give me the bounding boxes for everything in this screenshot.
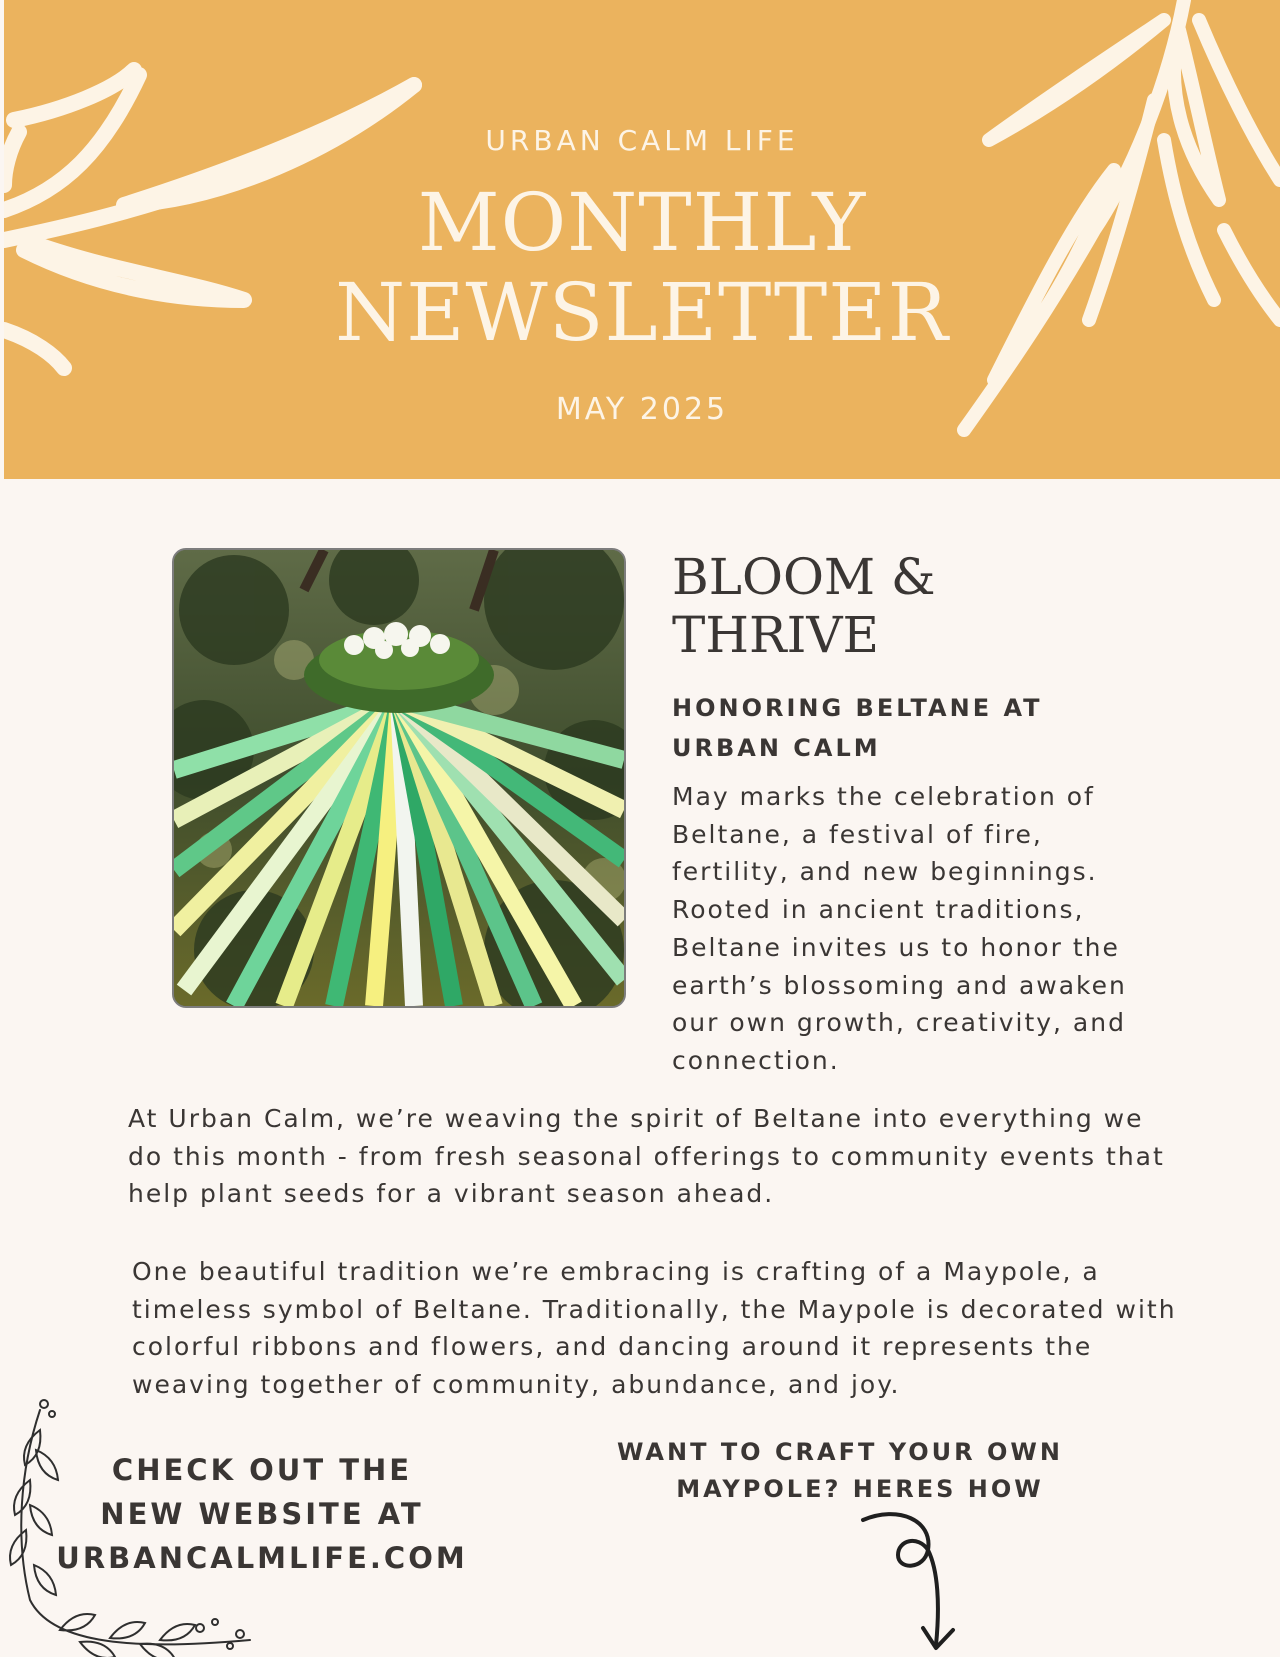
- website-callout: [52, 1448, 472, 1580]
- maypole-callout-line-2: MAYPOLE? HERES HOW: [676, 1475, 1044, 1503]
- maypole-callout: [600, 1434, 1080, 1508]
- maypole-photo: [172, 548, 626, 1008]
- feature-heading-line-1: BLOOM &: [672, 548, 936, 606]
- feature-heading-line-2: THRIVE: [672, 606, 879, 664]
- website-link[interactable]: URBANCALMLIFE.COM: [56, 1541, 468, 1575]
- website-callout-line-1: CHECK OUT THE: [111, 1453, 413, 1487]
- body-paragraph-2: One beautiful tradition we’re embracing is crafting of a Maypole, a timeless symbol of Beltane. Traditionally, the Maypole is decorated with colorful ribbons and flowers, and dancing around it represents the weaving together of community, abundance, and joy.: [132, 1257, 1177, 1400]
- website-callout-line-2: NEW WEBSITE AT: [100, 1497, 424, 1531]
- feature-subheading-line-1: HONORING BELTANE AT: [672, 694, 1043, 722]
- newsletter-header: [4, 0, 1280, 479]
- feature-intro-paragraph: May marks the celebration of Beltane, a festival of fire, fertility, and new beginnings. Rooted in ancient traditions, Beltane invites us to honor the earth’s blossoming and awaken our own growth, creativity, and connection.: [672, 782, 1127, 1075]
- feature-heading: [672, 548, 936, 664]
- curly-arrow-down-icon: [858, 1510, 968, 1657]
- feature-subheading: [672, 688, 1092, 768]
- title-line-2: NEWSLETTER: [335, 266, 949, 359]
- body-paragraph-1: At Urban Calm, we’re weaving the spirit of Beltane into everything we do this month - from fresh seasonal offerings to community events that help plant seeds for a vibrant season ahead.: [128, 1104, 1165, 1209]
- newsletter-title: [4, 178, 1280, 358]
- title-line-1: MONTHLY: [417, 176, 867, 269]
- feature-subheading-line-2: URBAN CALM: [672, 734, 881, 762]
- issue-date: MAY 2025: [555, 392, 729, 427]
- brand-name: URBAN CALM LIFE: [485, 124, 799, 157]
- maypole-callout-line-1: WANT TO CRAFT YOUR OWN: [617, 1438, 1063, 1466]
